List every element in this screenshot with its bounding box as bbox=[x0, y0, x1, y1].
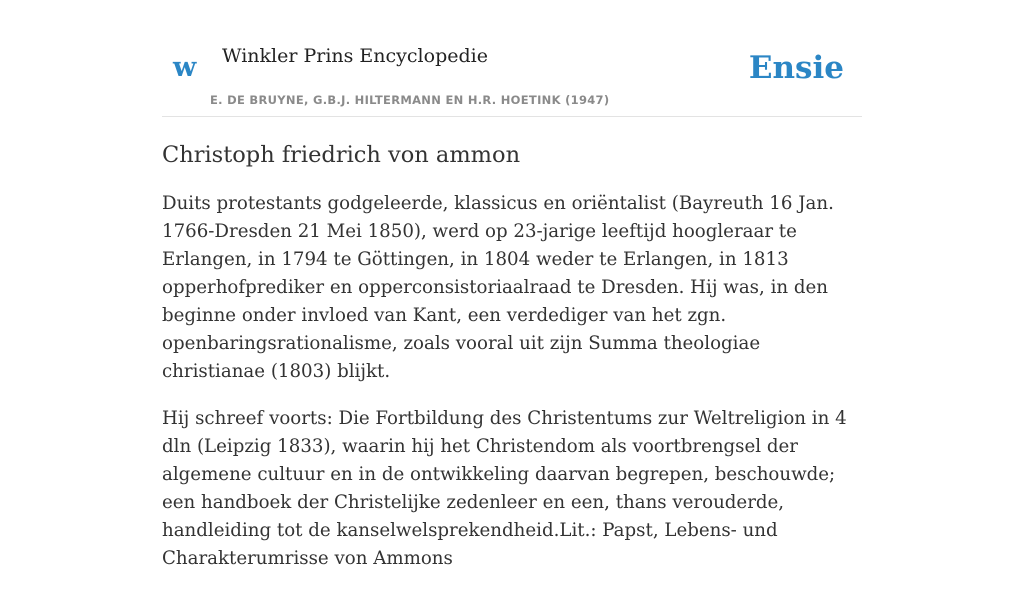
article-paragraph: Duits protestants godgeleerde, klassicus en oriëntalist (Bayreuth 16 Jan. 1766-Dresden 21 Mei 1850), werd op 23-jarige leeftijd hoogleraar te Erlangen, in 1794 te Göttingen, in 1804 weder te Erlangen, in 1813 opperhofprediker en opperconsistoriaalraad te Dresden. Hij was, in den beginne onder invloed van Kant, een verdediger van het zgn. openbaringsrationalisme, zoals vooral uit zijn Summa theologiae christianae (1803) blijkt. bbox=[162, 193, 834, 382]
article-title: Christoph friedrich von ammon bbox=[162, 142, 521, 168]
publication-logo-icon[interactable]: w bbox=[173, 52, 197, 83]
publication-authors: E. DE BRUYNE, G.B.J. HILTERMANN EN H.R. HOETINK (1947) bbox=[210, 93, 610, 107]
ensie-brand-link[interactable]: Ensie bbox=[748, 50, 844, 86]
article-content bbox=[162, 139, 862, 592]
site-header bbox=[162, 0, 862, 117]
article-paragraph: Hij schreef voorts: Die Fortbildung des Christentums zur Weltreligion in 4 dln (Leipzig 1833), waarin hij het Christendom als voortbrengsel der algemene cultuur en in de ontwikkeling daarvan begrepen, beschouwde; een handboek der Christelijke zedenleer en een, thans verouderde, handleiding tot de kanselwelsprekendheid.Lit.: Papst, Lebens- und Charakterumrisse von Ammons bbox=[162, 408, 847, 569]
publication-title[interactable]: Winkler Prins Encyclopedie bbox=[222, 45, 488, 67]
